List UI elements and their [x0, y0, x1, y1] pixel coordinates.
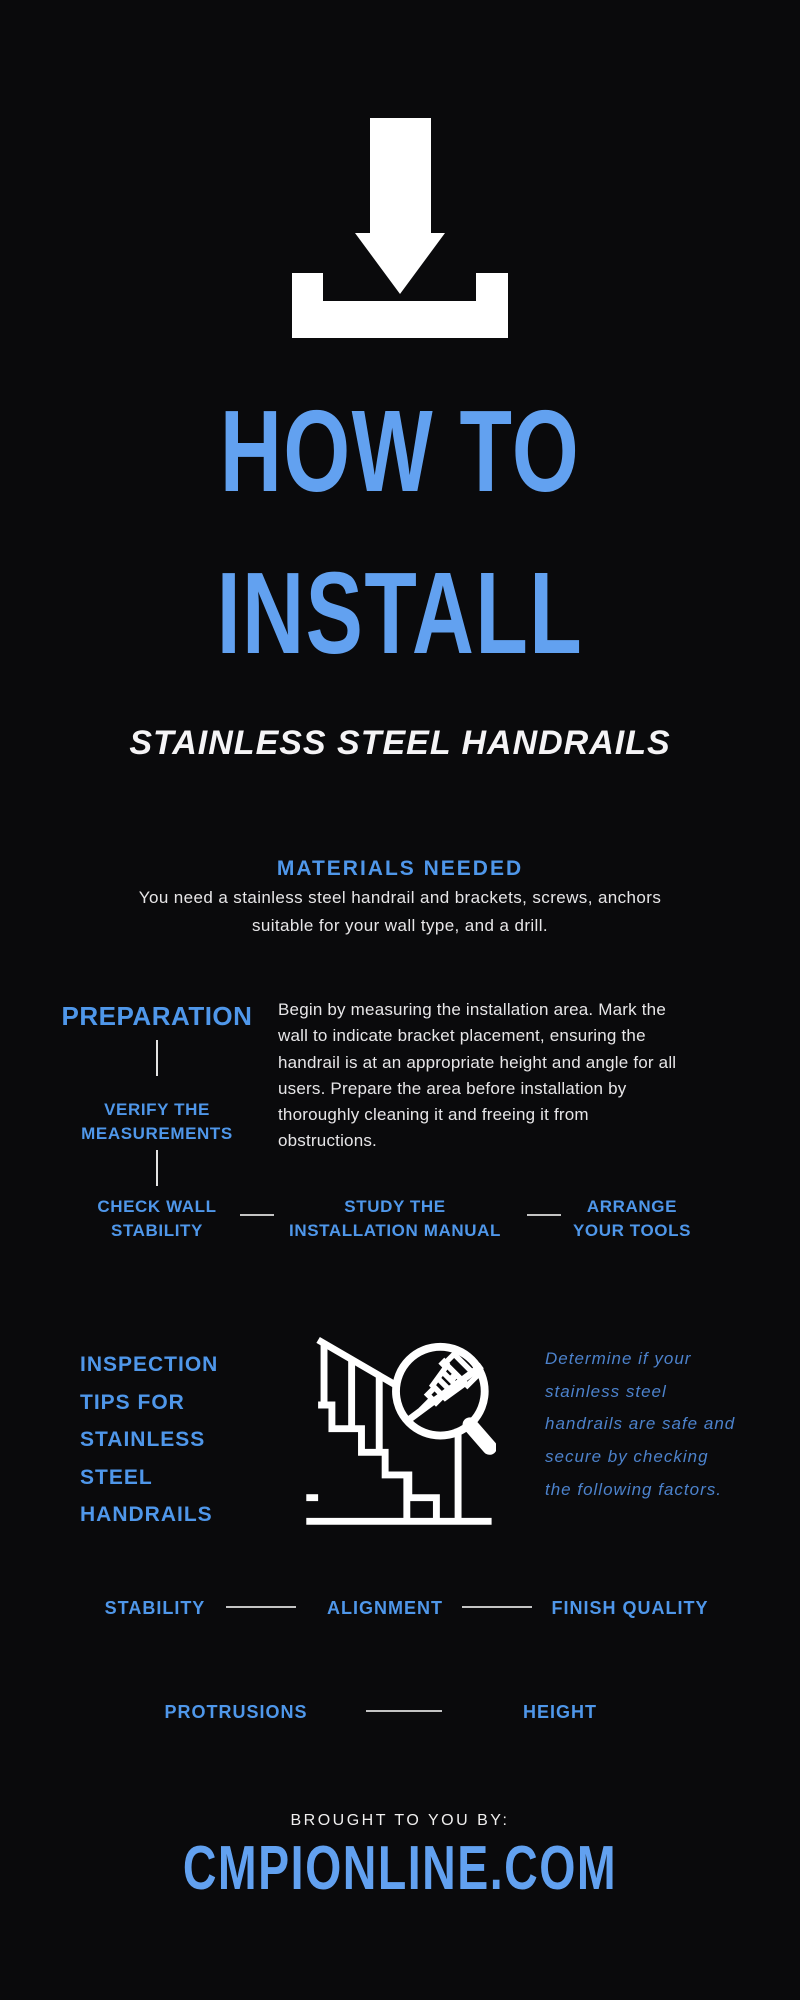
- separator-line: [226, 1606, 296, 1608]
- factor-finish-quality: FINISH QUALITY: [551, 1598, 709, 1618]
- inspection-heading: INSPECTION TIPS FOR STAINLESS STEEL HANDRAILS: [80, 1353, 219, 1526]
- factor-protrusions: PROTRUSIONS: [164, 1702, 308, 1722]
- page-title-line1: [0, 386, 800, 516]
- factor-stability: STABILITY: [104, 1598, 206, 1618]
- prep-step-study-manual: STUDY THE INSTALLATION MANUAL: [289, 1197, 501, 1240]
- download-icon: [292, 112, 508, 340]
- brought-by-label: BROUGHT TO YOU BY:: [290, 1812, 510, 1829]
- connector-line-vertical: [156, 1150, 158, 1186]
- materials-heading: MATERIALS NEEDED: [276, 857, 524, 880]
- materials-body: You need a stainless steel handrail and brackets, screws, anchors suitable for your wall type, and a drill.: [138, 888, 662, 935]
- prep-step-verify-measurements: VERIFY THE MEASUREMENTS: [81, 1100, 233, 1143]
- stairs-magnifier-icon: [294, 1336, 496, 1543]
- preparation-paragraph: Begin by measuring the installation area. Mark the wall to indicate bracket placement, ensuring the handrail is at an appropriate height and angle for all users. Prepare the area before installation by thoroughly cleaning it and freeing it from obstructions.: [278, 1000, 677, 1151]
- site-name: [0, 1834, 800, 1903]
- prep-step-arrange-tools: ARRANGE YOUR TOOLS: [572, 1197, 692, 1240]
- inspection-note: Determine if your stainless steel handrails are safe and secure by checking the following factors.: [545, 1349, 736, 1499]
- page-subtitle: STAINLESS STEEL HANDRAILS: [129, 724, 671, 762]
- page-title-line2: [0, 548, 800, 678]
- page-title-text1: HOW TO: [219, 386, 581, 516]
- separator-line: [366, 1710, 442, 1712]
- page-title-text2: INSTALL: [216, 548, 584, 678]
- connector-line-vertical: [156, 1040, 158, 1076]
- separator-line: [527, 1214, 561, 1216]
- prep-step-check-wall-stability: CHECK WALL STABILITY: [97, 1197, 217, 1240]
- site-name-text: CMPIONLINE.COM: [182, 1834, 618, 1903]
- separator-line: [462, 1606, 532, 1608]
- factor-alignment: ALIGNMENT: [327, 1598, 443, 1618]
- factor-height: HEIGHT: [522, 1702, 597, 1722]
- separator-line: [240, 1214, 274, 1216]
- preparation-heading: PREPARATION: [61, 1001, 253, 1031]
